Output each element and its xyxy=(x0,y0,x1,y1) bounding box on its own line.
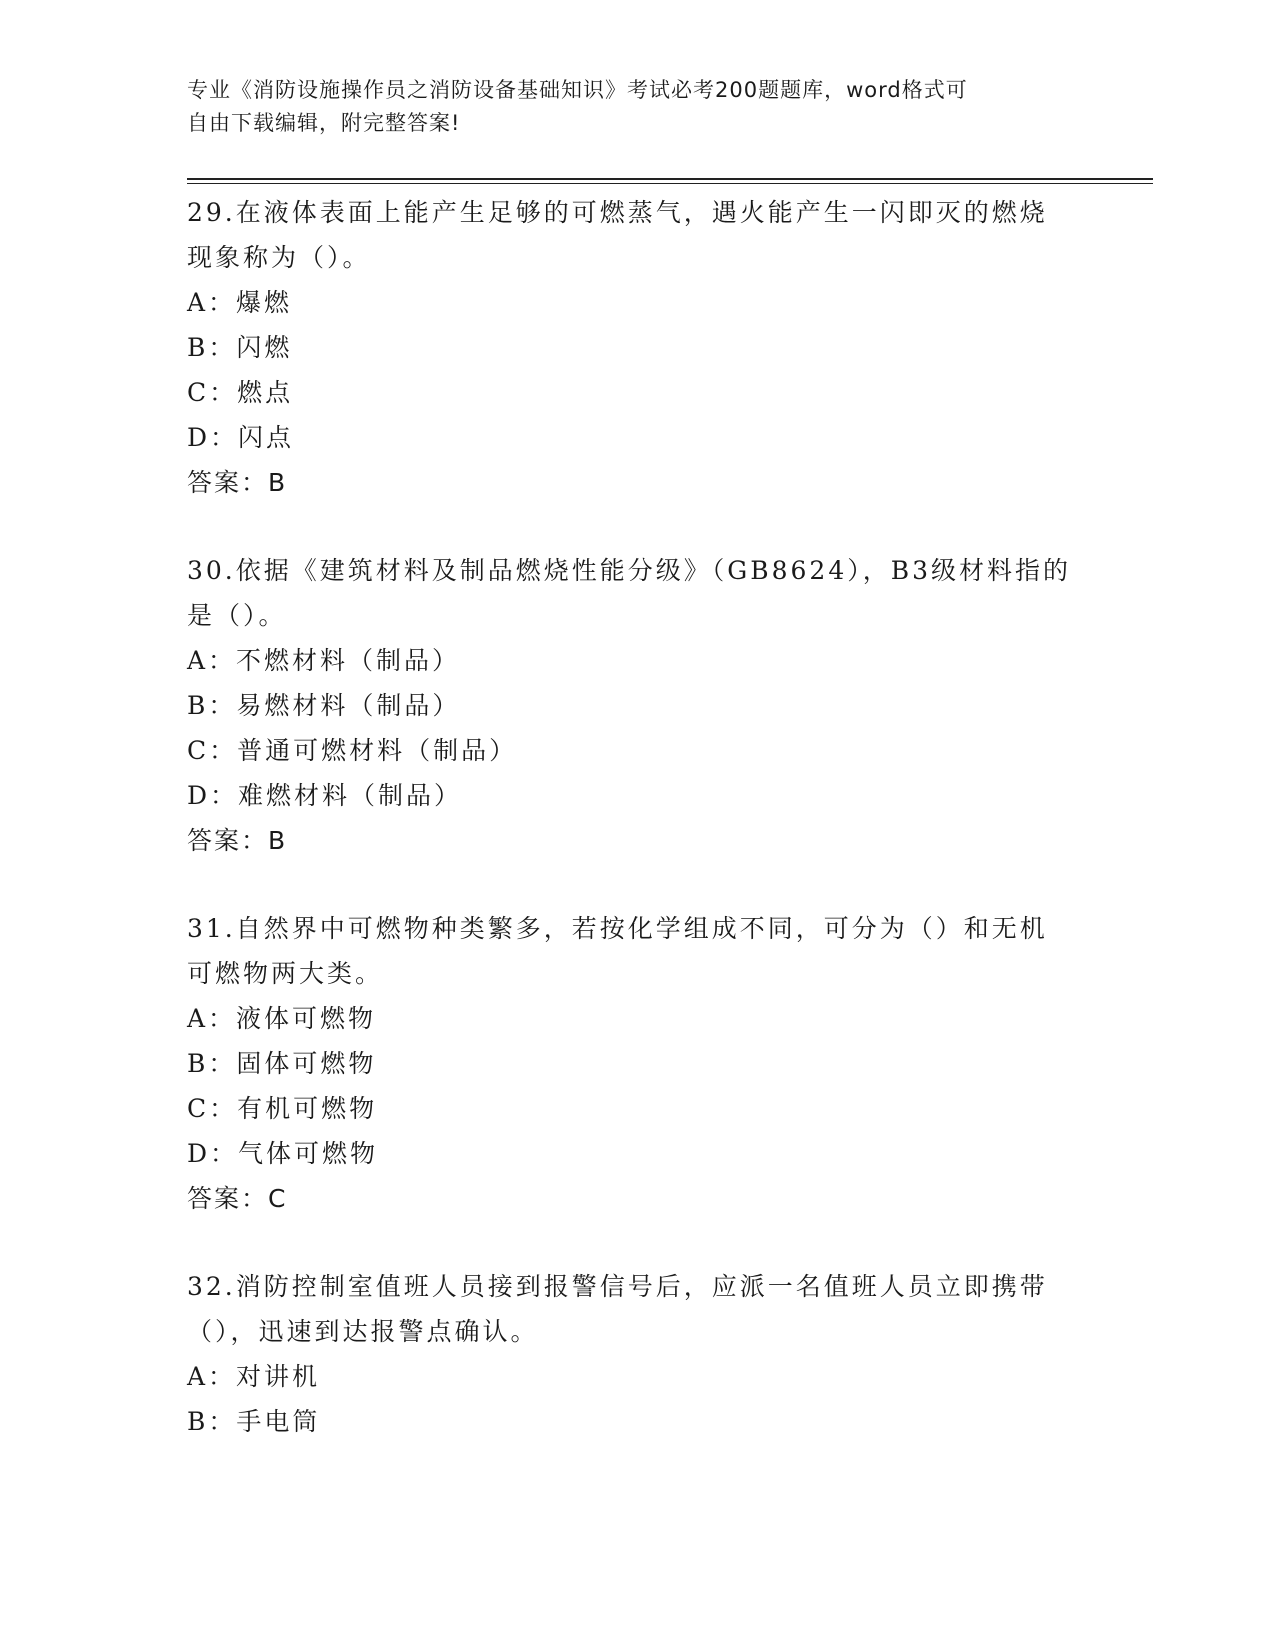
header-divider-thick xyxy=(187,178,1153,180)
question-29 xyxy=(187,190,1087,505)
option-b: B：易燃材料（制品） xyxy=(187,691,461,720)
question-text-line-1: 32.消防控制室值班人员接到报警信号后，应派一名值班人员立即携带 xyxy=(187,1272,1048,1301)
question-text-line-1: 31.自然界中可燃物种类繁多，若按化学组成不同，可分为（）和无机 xyxy=(187,914,1048,943)
option-d: D：闪点 xyxy=(187,423,295,452)
header-divider-thin xyxy=(187,183,1153,184)
question-text-line-1: 30.依据《建筑材料及制品燃烧性能分级》（GB8624），B3级材料指的 xyxy=(187,556,1072,585)
answer: 答案：B xyxy=(187,468,288,497)
question-32 xyxy=(187,1264,1087,1444)
question-text-line-2: 现象称为（）。 xyxy=(187,243,371,272)
question-list xyxy=(187,190,1087,1487)
question-text-line-2: 可燃物两大类。 xyxy=(187,959,384,988)
document-header xyxy=(187,74,1067,140)
question-text-line-1: 29.在液体表面上能产生足够的可燃蒸气，遇火能产生一闪即灭的燃烧 xyxy=(187,198,1048,227)
question-31 xyxy=(187,906,1087,1221)
question-text-line-2: （），迅速到达报警点确认。 xyxy=(187,1317,539,1346)
option-b: B：闪燃 xyxy=(187,333,293,362)
option-a: A：爆燃 xyxy=(187,288,293,317)
option-a: A：液体可燃物 xyxy=(187,1004,377,1033)
answer: 答案：B xyxy=(187,826,288,855)
option-c: C：普通可燃材料（制品） xyxy=(187,736,518,765)
question-30 xyxy=(187,548,1087,863)
header-line-2: 自由下载编辑，附完整答案! xyxy=(187,111,461,135)
option-b: B：固体可燃物 xyxy=(187,1049,377,1078)
option-a: A：不燃材料（制品） xyxy=(187,646,461,675)
option-d: D：气体可燃物 xyxy=(187,1139,379,1168)
answer: 答案：C xyxy=(187,1184,288,1213)
option-c: C：有机可燃物 xyxy=(187,1094,378,1123)
option-b: B：手电筒 xyxy=(187,1407,321,1436)
question-text-line-2: 是（）。 xyxy=(187,601,287,630)
option-d: D：难燃材料（制品） xyxy=(187,781,463,810)
option-a: A：对讲机 xyxy=(187,1362,321,1391)
header-line-1: 专业《消防设施操作员之消防设备基础知识》考试必考200题题库，word格式可 xyxy=(187,78,968,102)
option-c: C：燃点 xyxy=(187,378,294,407)
